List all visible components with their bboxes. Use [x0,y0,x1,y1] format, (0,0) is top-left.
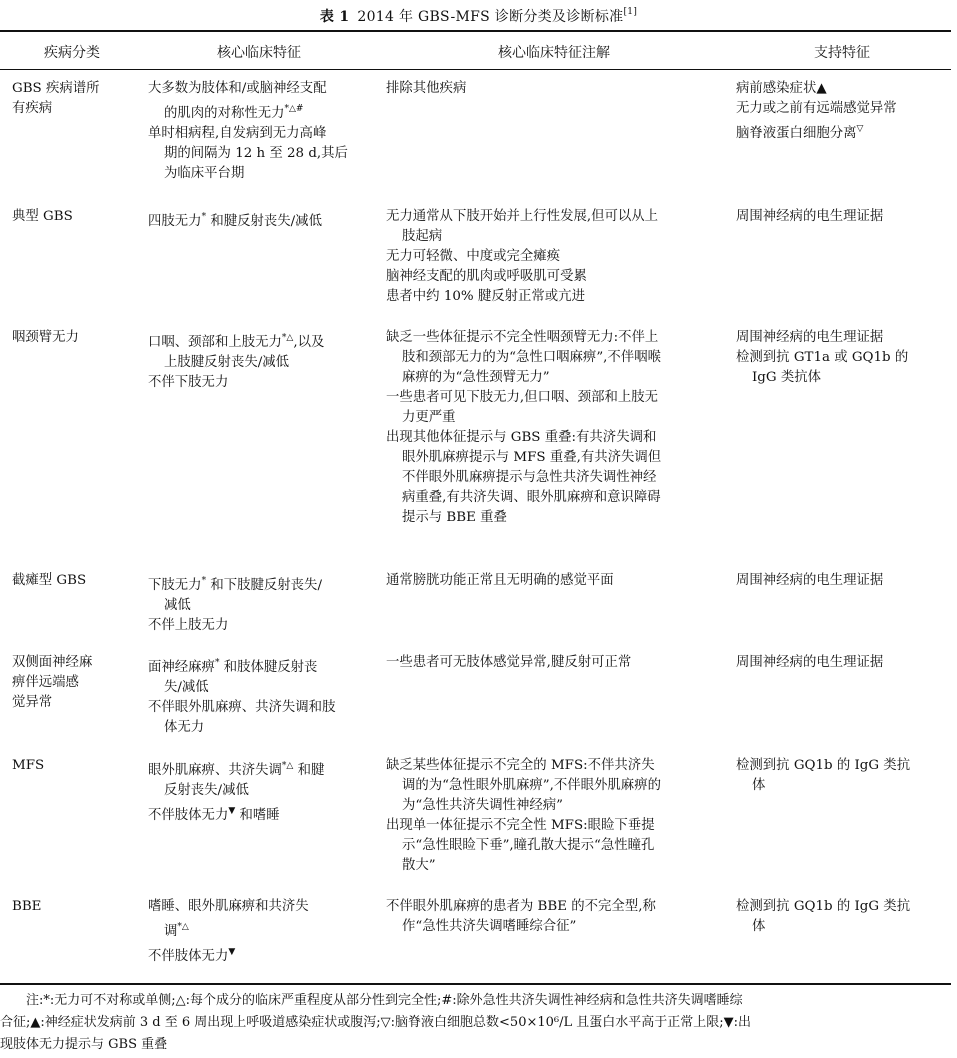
cell-text: 不伴下肢无力 [148,375,229,390]
cell-line [736,79,948,99]
cell-line [386,348,722,368]
cell-line [148,124,370,144]
cell-notes [386,897,722,937]
cell-text: 眼外肌麻痹、共济失调 [148,763,282,778]
cell-text: 和下肢腱反射丧失/ [206,578,322,593]
cell-text: 为临床平台期 [164,166,245,181]
cell-text: 示“急性眼睑下垂”,瞳孔散大提示“急性瞳孔 [402,838,655,853]
cell-notes [386,79,722,99]
cell-line [148,678,370,698]
cell-text: 为“急性共济失调性神经病” [402,798,563,813]
cell-line: 觉异常 [12,695,53,710]
cell-text: 出现其他体征提示与 GBS 重叠:有共济失调和 [386,430,657,445]
cell-line [386,897,722,917]
cell-line [148,698,370,718]
footnote-marker: * [201,212,207,222]
header-support: 支持特征 [814,45,870,61]
cell-line [386,428,722,448]
cell-line [148,144,370,164]
cell-core [148,571,370,636]
cell-line [148,571,370,596]
cell-text: 失/减低 [164,680,209,695]
cell-text: ,以及 [293,335,325,350]
cell-text: 嗜睡、眼外肌麻痹和共济失 [148,899,309,914]
cell-line [148,164,370,184]
cell-text: 缺乏一些体征提示不完全性咽颈臂无力:不伴上 [386,330,659,345]
cell-core [148,756,370,826]
cell-line [148,897,370,917]
cell-line [386,267,722,287]
cell-support [736,897,948,937]
cell-category [12,897,132,917]
cell-text: 上肢腱反射丧失/减低 [164,355,290,370]
cell-category [12,79,132,119]
cell-text: 缺乏某些体征提示不完全的 MFS:不伴共济失 [386,758,655,773]
cell-text: 单时相病程,自发病到无力高峰 [148,126,327,141]
cell-line [148,756,370,781]
cell-support [736,79,948,144]
cell-line [386,508,722,528]
cell-text: 和腱反射丧失/减低 [206,214,322,229]
cell-category [12,328,132,348]
cell-text: 不伴眼外肌麻痹、共济失调和肢 [148,700,336,715]
cell-line [386,368,722,388]
cell-text: 病前感染症状▲ [736,81,827,96]
cell-text: 一些患者可无肢体感觉异常,腱反射可正常 [386,655,632,670]
cell-text: 麻痹的为“急性颈臂无力” [402,370,550,385]
cell-line [148,207,370,232]
cell-line [386,917,722,937]
cell-line [386,287,722,307]
footnote-marker: * [214,658,220,668]
cell-text: 散大” [402,858,436,873]
cell-line [386,227,722,247]
cell-text: 脑神经支配的肌肉或呼吸肌可受累 [386,269,587,284]
cell-line [386,328,722,348]
footnote-line: 合征;▲:神经症状发病前 3 d 至 6 周出现上呼吸道感染症状或腹泻;▽:脑脊液白细胞总数<50×10⁶/L 且蛋白水平高于正常上限;▼:出 [0,1015,752,1030]
cell-line [736,897,948,917]
cell-text: 无力或之前有远端感觉异常 [736,101,897,116]
cell-line [148,781,370,801]
cell-line [386,836,722,856]
footnote-marker: * [201,576,207,586]
cell-line [148,328,370,353]
cell-line [386,79,722,99]
cell-line [386,247,722,267]
cell-line [736,653,948,673]
cell-category [12,207,132,227]
cell-text: 不伴眼外肌麻痹提示与急性共济失调性神经 [402,470,657,485]
cell-text: 体 [752,778,766,793]
cell-line [736,571,948,591]
footnote-marker: ▼ [228,806,236,816]
table-caption [0,6,957,26]
cell-notes [386,756,722,876]
cell-support [736,653,948,673]
cell-line [386,653,722,673]
cell-text: 周围神经病的电生理证据 [736,573,884,588]
cell-line [386,571,722,591]
cell-text: 排除其他疾病 [386,81,467,96]
cell-line [386,448,722,468]
cell-line [386,388,722,408]
cell-line [736,368,948,388]
cell-line: 有疾病 [12,101,53,116]
cell-text: 一些患者可见下肢无力,但口咽、颈部和上肢无 [386,390,659,405]
cell-support [736,207,948,227]
top-rule [0,30,951,32]
cell-support [736,756,948,796]
cell-line [148,616,370,636]
cell-text: 四肢无力 [148,214,202,229]
footnote-marker: *△ [281,761,294,771]
cell-category [12,756,132,776]
cell-line: 痹伴远端感 [12,675,79,690]
cell-text: 和肢体腱反射丧 [219,660,318,675]
header-notes: 核心临床特征注解 [498,45,610,61]
cell-line: 双侧面神经麻 [12,655,93,670]
cell-text: 期的间隔为 12 h 至 28 d,其后 [164,146,348,161]
cell-notes [386,571,722,591]
cell-core [148,79,370,184]
cell-line [148,99,370,124]
cell-text: 体 [752,919,766,934]
cell-line [148,801,370,826]
cell-line: 典型 GBS [12,209,73,224]
table-title: 2014 年 GBS-MFS 诊断分类及诊断标准 [357,9,624,25]
cell-text: 和腱 [293,763,325,778]
cell-text: 作“急性共济失调嗜睡综合征” [402,919,577,934]
cell-line [386,408,722,428]
cell-text: 无力通常从下肢开始并上行性发展,但可以从上 [386,209,659,224]
header-rule [0,69,951,70]
cell-text: 病重叠,有共济失调、眼外肌麻痹和意识障碍 [402,490,661,505]
cell-line [148,596,370,616]
footnote-marker: *△# [284,104,304,114]
cell-line [386,776,722,796]
cell-line: 截瘫型 GBS [12,573,87,588]
header-core: 核心临床特征 [217,45,301,61]
cell-text: 周围神经病的电生理证据 [736,209,884,224]
footnote-marker: *△ [177,922,189,932]
cell-text: 不伴肢体无力 [148,949,229,964]
cell-text: 不伴眼外肌麻痹的患者为 BBE 的不完全型,称 [386,899,656,914]
footnote-marker: ▼ [228,947,236,957]
cell-line [148,917,370,942]
cell-line: BBE [12,899,42,914]
cell-text: 口咽、颈部和上肢无力 [148,335,282,350]
cell-text: 无力可轻微、中度或完全瘫痪 [386,249,561,264]
cell-line [386,468,722,488]
cell-line: MFS [12,758,45,773]
cell-text: 和嗜睡 [235,808,280,823]
cell-text: 患者中约 10% 腱反射正常或亢进 [386,289,585,304]
footnote-marker: *△ [281,333,294,343]
cell-text: 出现单一体征提示不完全性 MFS:眼睑下垂提 [386,818,655,833]
cell-text: 大多数为肢体和/或脑神经支配 [148,81,327,96]
bottom-rule [0,983,951,985]
cell-notes [386,653,722,673]
table-footnote [0,990,951,1056]
cell-category [12,571,132,591]
cell-line [736,99,948,119]
cell-line: 咽颈臂无力 [12,330,79,345]
cell-line [148,373,370,393]
cell-notes [386,328,722,528]
cell-support [736,328,948,388]
cell-text: 调 [164,924,178,939]
cell-text: 不伴上肢无力 [148,618,229,633]
cell-text: 的肌肉的对称性无力 [164,106,285,121]
cell-text: 通常膀胱功能正常且无明确的感觉平面 [386,573,614,588]
cell-text: 体无力 [164,720,205,735]
cell-line [386,207,722,227]
cell-line [736,328,948,348]
cell-text: 面神经麻痹 [148,660,215,675]
footnote-marker: ▽ [856,124,864,134]
cell-text: IgG 类抗体 [752,370,821,385]
cell-core [148,328,370,393]
table-ref: [1] [623,7,638,17]
cell-line [386,796,722,816]
cell-text: 肢起病 [402,229,443,244]
cell-line [148,942,370,967]
cell-text: 肢和颈部无力的为“急性口咽麻痹”,不伴咽喉 [402,350,661,365]
cell-text: 调的为“急性眼外肌麻痹”,不伴眼外肌麻痹的 [402,778,661,793]
cell-line [386,856,722,876]
cell-core [148,207,370,232]
cell-support [736,571,948,591]
cell-text: 检测到抗 GT1a 或 GQ1b 的 [736,350,909,365]
cell-line: GBS 疾病谱所 [12,81,100,96]
cell-category [12,653,132,713]
cell-text: 眼外肌麻痹提示与 MFS 重叠,有共济失调但 [402,450,662,465]
cell-text: 不伴肢体无力 [148,808,229,823]
cell-line [736,348,948,368]
cell-line [386,816,722,836]
cell-line [386,756,722,776]
cell-text: 检测到抗 GQ1b 的 IgG 类抗 [736,758,911,773]
cell-text: 周围神经病的电生理证据 [736,330,884,345]
cell-line [148,79,370,99]
cell-line [148,718,370,738]
cell-text: 反射丧失/减低 [164,783,249,798]
footnote-line: 现肢体无力提示与 GBS 重叠 [0,1037,168,1052]
cell-text: 检测到抗 GQ1b 的 IgG 类抗 [736,899,911,914]
cell-text: 力更严重 [402,410,456,425]
footnote-line: 注:*:无力可不对称或单侧;△:每个成分的临床严重程度从部分性到完全性;#:除外急性共济失调性神经病和急性共济失调嗜睡综 [26,993,743,1008]
cell-text: 周围神经病的电生理证据 [736,655,884,670]
cell-line [736,119,948,144]
cell-line [148,653,370,678]
cell-text: 减低 [164,598,191,613]
table-label: 表 1 [319,9,350,25]
cell-line [386,488,722,508]
cell-line [736,776,948,796]
cell-core [148,897,370,967]
cell-line [148,353,370,373]
cell-text: 脑脊液蛋白细胞分离 [736,126,857,141]
cell-core [148,653,370,738]
header-category: 疾病分类 [44,45,100,61]
cell-text: 下肢无力 [148,578,202,593]
cell-line [736,917,948,937]
cell-text: 提示与 BBE 重叠 [402,510,507,525]
cell-line [736,207,948,227]
cell-notes [386,207,722,307]
cell-line [736,756,948,776]
